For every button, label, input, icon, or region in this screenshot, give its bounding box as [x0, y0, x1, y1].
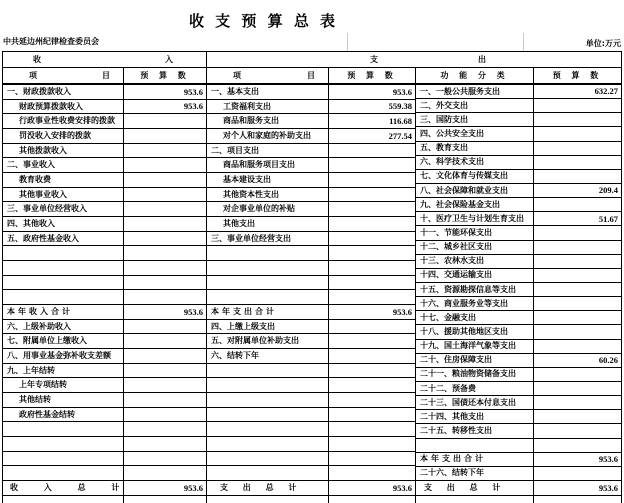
item-value — [124, 129, 207, 143]
item-value — [534, 198, 621, 211]
item-value — [329, 217, 416, 231]
table-row — [3, 364, 207, 379]
item-value — [124, 393, 207, 407]
table-row — [416, 439, 621, 453]
table-row — [416, 340, 621, 354]
item-label: 六、上级补助收入 — [3, 320, 124, 334]
item-label: 十一、节能环保支出 — [416, 226, 534, 239]
table-row — [207, 305, 416, 320]
item-label: 十二、城乡社区支出 — [416, 241, 534, 254]
item-value — [124, 202, 207, 216]
item-label: 九、上年结转 — [3, 364, 124, 378]
grand-total-row — [3, 481, 621, 495]
column-header-row — [3, 68, 621, 85]
table-row — [207, 246, 416, 261]
table-row — [416, 99, 621, 113]
item-value — [329, 261, 416, 275]
table-row — [416, 241, 621, 255]
item-label: 财政预算拨款收入 — [3, 100, 124, 114]
table-row — [207, 85, 416, 100]
item-value — [124, 188, 207, 202]
item-value — [534, 325, 621, 338]
item-label: 四、上缴上级支出 — [207, 320, 329, 334]
item-value: 953.6 — [329, 85, 416, 99]
item-value — [124, 114, 207, 128]
item-label: 商品和服务项目支出 — [207, 158, 329, 172]
item-label: 行政事业性收费安排的拨款 — [3, 114, 124, 128]
item-label — [3, 290, 124, 304]
table-row — [3, 378, 207, 393]
item-label: 六、科学技术支出 — [416, 156, 534, 169]
item-value — [329, 334, 416, 348]
item-label: 一、财政拨款收入 — [3, 85, 124, 99]
table-row — [3, 422, 207, 437]
item-value — [124, 246, 207, 260]
item-value — [124, 378, 207, 392]
item-value — [124, 422, 207, 436]
page-title: 收 支 预 算 总 表 — [188, 12, 336, 30]
total-value: 953.6 — [329, 481, 416, 495]
item-value — [329, 290, 416, 304]
table-row — [207, 100, 416, 115]
table-row — [416, 424, 621, 438]
header-char: 项 — [233, 70, 241, 80]
table-row — [3, 173, 207, 188]
item-value — [534, 396, 621, 409]
table-row — [207, 408, 416, 423]
table-row — [416, 127, 621, 141]
expense-header-char-left: 支 — [370, 54, 378, 64]
item-label: 二十六、结转下年 — [416, 467, 534, 480]
item-value: 559.38 — [329, 100, 416, 114]
table-row — [207, 188, 416, 203]
income-header-char-right: 入 — [165, 54, 173, 64]
gridline-stub — [123, 496, 124, 503]
table-row — [416, 212, 621, 226]
total-value: 953.6 — [598, 482, 618, 493]
expense-section-header — [207, 52, 621, 67]
table-row — [207, 422, 416, 437]
item-value: 953.6 — [124, 305, 207, 319]
item-value — [329, 364, 416, 378]
item-label — [207, 408, 329, 422]
item-value — [124, 261, 207, 275]
item-value: 60.26 — [598, 354, 618, 365]
item-value — [329, 232, 416, 246]
item-label — [3, 261, 124, 275]
gridline-stub — [621, 496, 622, 503]
table-row — [3, 334, 207, 349]
item-label: 四、公共安全支出 — [416, 127, 534, 140]
table-row — [3, 158, 207, 173]
header-char: 目 — [307, 70, 315, 80]
item-value: 51.67 — [598, 213, 618, 224]
table-row — [416, 269, 621, 283]
item-value — [329, 378, 416, 392]
functional-grand-total — [416, 481, 621, 495]
item-value — [534, 467, 621, 480]
table-row — [207, 349, 416, 364]
item-value: 953.6 — [124, 100, 207, 114]
item-value: 953.6 — [124, 85, 207, 99]
expense-economic-section — [207, 85, 416, 481]
income-grand-total — [3, 481, 207, 495]
table-row — [3, 85, 207, 100]
item-label: 十、医疗卫生与计划生育支出 — [416, 212, 534, 225]
item-value — [329, 144, 416, 158]
function-class-header: 功 能 分 类 — [416, 68, 534, 83]
item-value — [534, 382, 621, 395]
table-row — [207, 437, 416, 452]
item-value — [329, 349, 416, 363]
item-label: 对企事业单位的补贴 — [207, 202, 329, 216]
item-label: 二、外交支出 — [416, 99, 534, 112]
table-row — [3, 217, 207, 232]
item-label — [207, 437, 329, 451]
item-value — [534, 283, 621, 296]
table-row — [3, 144, 207, 159]
table-row — [3, 408, 207, 423]
item-label: 本年支出合计 — [207, 305, 329, 319]
item-label — [207, 466, 329, 480]
item-label: 五、教育支出 — [416, 142, 534, 155]
item-label: 十三、农林水支出 — [416, 255, 534, 268]
item-label: 三、事业单位经营支出 — [207, 232, 329, 246]
table-row — [207, 232, 416, 247]
item-label: 八、社会保障和就业支出 — [416, 184, 534, 197]
item-value — [329, 202, 416, 216]
item-label: 其他拨款收入 — [3, 144, 124, 158]
table-row — [207, 290, 416, 305]
item-value — [124, 349, 207, 363]
income-budget-header: 预 算 数 — [124, 68, 207, 83]
item-label: 十八、援助其他地区支出 — [416, 325, 534, 338]
item-label: 上年专项结转 — [3, 378, 124, 392]
item-label — [3, 437, 124, 451]
item-value — [124, 452, 207, 466]
gridline-stub — [533, 496, 534, 503]
table-row — [3, 393, 207, 408]
item-value — [329, 466, 416, 480]
item-label: 九、社会保险基金支出 — [416, 198, 534, 211]
item-label: 一、一般公共服务支出 — [416, 85, 534, 98]
table-row — [3, 320, 207, 335]
item-label — [207, 290, 329, 304]
item-value — [124, 334, 207, 348]
item-value — [534, 311, 621, 324]
income-item-header — [3, 68, 124, 83]
item-label: 六、结转下年 — [207, 349, 329, 363]
item-value — [534, 410, 621, 423]
item-value — [534, 226, 621, 239]
item-value — [124, 173, 207, 187]
table-row — [207, 158, 416, 173]
item-label: 二十五、转移性支出 — [416, 424, 534, 437]
item-value — [329, 188, 416, 202]
item-value — [534, 297, 621, 310]
item-label: 教育收费 — [3, 173, 124, 187]
item-label: 十九、国土海洋气象等支出 — [416, 340, 534, 353]
expense-item-header — [207, 68, 329, 83]
table-row — [416, 354, 621, 368]
table-row — [416, 453, 621, 467]
table-row — [207, 217, 416, 232]
expense-functional-section — [416, 85, 621, 481]
item-label — [3, 422, 124, 436]
item-value — [124, 364, 207, 378]
item-label: 二、事业收入 — [3, 158, 124, 172]
item-value — [329, 276, 416, 290]
table-row — [207, 378, 416, 393]
item-label: 七、附属单位上缴收入 — [3, 334, 124, 348]
table-row — [207, 334, 416, 349]
item-label: 十四、交通运输支出 — [416, 269, 534, 282]
item-label: 二十、住房保障支出 — [416, 354, 534, 367]
table-row — [416, 283, 621, 297]
item-label: 本年收入合计 — [3, 305, 124, 319]
item-label: 对个人和家庭的补助支出 — [207, 129, 329, 143]
item-label: 二十四、其他支出 — [416, 410, 534, 423]
item-label — [207, 378, 329, 392]
item-value — [534, 99, 621, 112]
item-value — [124, 276, 207, 290]
table-row — [3, 232, 207, 247]
item-value — [329, 320, 416, 334]
total-label: 支 出 总 计 — [416, 481, 534, 495]
table-row — [3, 261, 207, 276]
table-row — [416, 396, 621, 410]
table-row — [3, 188, 207, 203]
income-section — [3, 85, 207, 481]
item-value — [124, 232, 207, 246]
item-label: 罚没收入安排的拨款 — [3, 129, 124, 143]
table-row — [416, 113, 621, 127]
item-label: 八、用事业基金弥补收支差额 — [3, 349, 124, 363]
budget-table — [2, 51, 622, 496]
item-value — [329, 393, 416, 407]
item-label: 其他资本性支出 — [207, 188, 329, 202]
item-value — [534, 127, 621, 140]
item-label: 一、基本支出 — [207, 85, 329, 99]
item-label: 商品和服务支出 — [207, 114, 329, 128]
item-label: 四、其他收入 — [3, 217, 124, 231]
item-label: 基本建设支出 — [207, 173, 329, 187]
table-row — [416, 311, 621, 325]
item-value: 277.54 — [329, 129, 416, 143]
table-body — [3, 85, 621, 481]
header-char: 目 — [102, 70, 110, 80]
item-value: 953.6 — [329, 305, 416, 319]
item-label: 二十一、粮油物资储备支出 — [416, 368, 534, 381]
item-value — [124, 408, 207, 422]
item-label — [207, 452, 329, 466]
item-label: 二十二、预备费 — [416, 382, 534, 395]
item-value — [534, 340, 621, 353]
table-row — [416, 170, 621, 184]
table-row — [207, 364, 416, 379]
org-name: 中共延边州纪律检查委员会 — [3, 37, 99, 46]
function-budget-header: 预 算 数 — [552, 70, 603, 80]
item-label — [207, 261, 329, 275]
table-row — [3, 437, 207, 452]
table-row — [416, 382, 621, 396]
table-row — [416, 85, 621, 99]
table-row — [416, 156, 621, 170]
item-value — [534, 255, 621, 268]
table-row — [207, 320, 416, 335]
item-value — [534, 241, 621, 254]
expense-grand-total — [207, 481, 416, 495]
total-value: 953.6 — [124, 481, 207, 495]
item-label — [3, 246, 124, 260]
faint-gridline — [523, 33, 524, 51]
item-value: 209.4 — [598, 185, 618, 196]
item-label — [207, 246, 329, 260]
total-label: 收 入 总 计 — [3, 481, 124, 495]
item-label — [3, 452, 124, 466]
header-char: 项 — [29, 70, 37, 80]
table-row — [3, 246, 207, 261]
item-value — [124, 466, 207, 480]
table-row — [416, 142, 621, 156]
item-label: 十六、商业服务业等支出 — [416, 297, 534, 310]
item-value — [534, 269, 621, 282]
table-row — [3, 276, 207, 291]
item-label: 十五、资源勘探信息等支出 — [416, 283, 534, 296]
faint-gridline — [347, 33, 348, 51]
table-row — [416, 226, 621, 240]
table-row — [207, 393, 416, 408]
item-label: 五、政府性基金收入 — [3, 232, 124, 246]
item-value — [329, 246, 416, 260]
item-label: 本年支出合计 — [416, 453, 534, 466]
table-row — [416, 198, 621, 212]
item-label — [416, 439, 534, 452]
item-value — [329, 408, 416, 422]
item-value — [124, 320, 207, 334]
item-label: 十七、金融支出 — [416, 311, 534, 324]
item-label: 二、项目支出 — [207, 144, 329, 158]
table-row — [207, 129, 416, 144]
gridline-stub — [415, 496, 416, 503]
item-value — [124, 290, 207, 304]
item-label: 其他支出 — [207, 217, 329, 231]
item-value — [124, 217, 207, 231]
item-label — [207, 364, 329, 378]
item-value — [124, 437, 207, 451]
table-row — [416, 297, 621, 311]
item-label: 三、国防支出 — [416, 113, 534, 126]
item-label: 其他结转 — [3, 393, 124, 407]
item-value — [329, 173, 416, 187]
item-value — [534, 170, 621, 183]
table-row — [207, 261, 416, 276]
item-value: 632.27 — [594, 86, 618, 97]
expense-budget-header: 预 算 数 — [329, 68, 416, 83]
item-label — [207, 276, 329, 290]
item-value — [534, 368, 621, 381]
table-row — [3, 114, 207, 129]
item-value: 953.6 — [598, 453, 618, 464]
income-header-char-left: 收 — [33, 54, 41, 64]
table-row — [3, 129, 207, 144]
table-row — [416, 255, 621, 269]
item-label: 政府性基金结转 — [3, 408, 124, 422]
item-label: 七、文化体育与传媒支出 — [416, 170, 534, 183]
table-row — [3, 305, 207, 320]
expense-header-char-right: 出 — [478, 54, 486, 64]
gridline-stub — [2, 496, 3, 503]
item-value — [534, 439, 621, 452]
table-row — [207, 202, 416, 217]
item-label — [207, 422, 329, 436]
table-row — [207, 452, 416, 467]
item-value — [534, 113, 621, 126]
item-label: 其他事业收入 — [3, 188, 124, 202]
item-label: 二十三、国债还本付息支出 — [416, 396, 534, 409]
gridline-stub — [206, 496, 207, 503]
table-row — [207, 276, 416, 291]
table-row — [416, 184, 621, 198]
table-row — [207, 173, 416, 188]
table-row — [416, 325, 621, 339]
item-value — [329, 452, 416, 466]
total-label: 支 出 总 计 — [207, 481, 329, 495]
item-label: 五、对附属单位补助支出 — [207, 334, 329, 348]
item-label — [3, 276, 124, 290]
item-value — [124, 144, 207, 158]
item-value — [534, 424, 621, 437]
table-row — [207, 144, 416, 159]
item-value — [534, 142, 621, 155]
section-header-row — [3, 52, 621, 68]
table-row — [416, 410, 621, 424]
table-row — [3, 466, 207, 481]
table-row — [207, 114, 416, 129]
item-value — [329, 437, 416, 451]
table-row — [3, 349, 207, 364]
unit-label: 单位:万元 — [585, 39, 621, 48]
table-row — [416, 368, 621, 382]
gridline-stub — [328, 496, 329, 503]
table-row — [3, 100, 207, 115]
item-label: 三、事业单位经营收入 — [3, 202, 124, 216]
income-section-header — [3, 52, 207, 67]
item-value: 116.68 — [329, 114, 416, 128]
item-label: 工资福利支出 — [207, 100, 329, 114]
item-value — [329, 422, 416, 436]
table-row — [3, 290, 207, 305]
item-value — [329, 158, 416, 172]
item-value — [534, 156, 621, 169]
table-row — [207, 466, 416, 481]
table-row — [3, 452, 207, 467]
item-label — [207, 393, 329, 407]
table-row — [416, 467, 621, 481]
item-value — [124, 158, 207, 172]
table-row — [3, 202, 207, 217]
item-label — [3, 466, 124, 480]
